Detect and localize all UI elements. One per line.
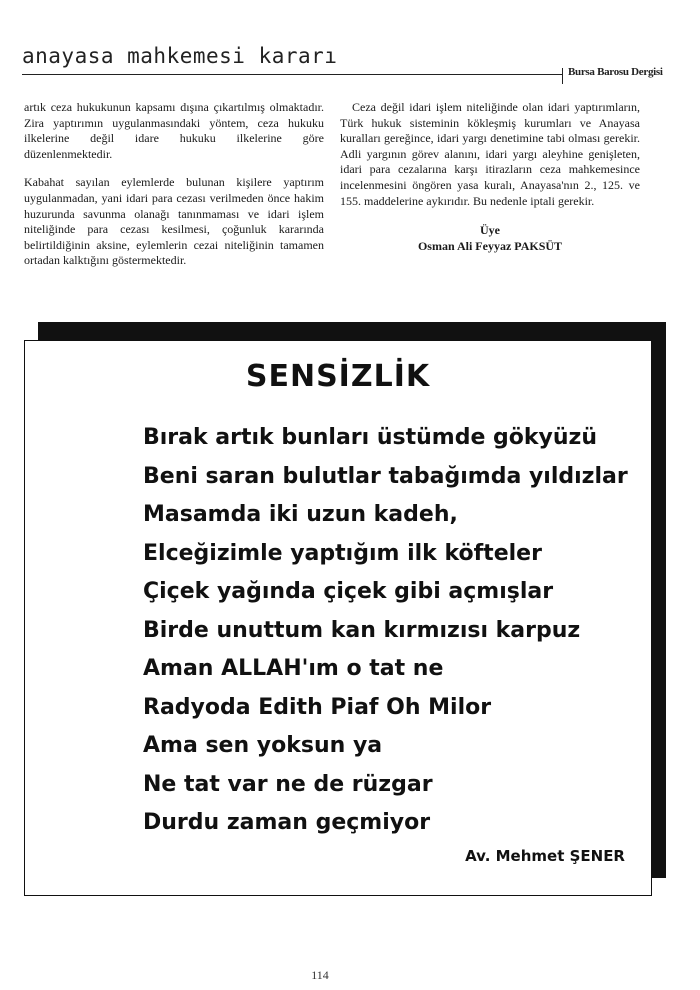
poem-line: Birde unuttum kan kırmızısı karpuz — [143, 617, 581, 643]
poem-line: Durdu zaman geçmiyor — [143, 810, 431, 835]
poem-line: Radyoda Edith Piaf Oh Milor — [143, 694, 492, 720]
left-column — [24, 100, 324, 282]
signature-block — [340, 222, 640, 254]
poem-line: Çiçek yağında çiçek gibi açmışlar — [143, 579, 554, 604]
poem-line: Elceğizimle yaptığım ilk köfteler — [143, 540, 542, 566]
journal-name: Bursa Barosu Dergisi — [568, 66, 663, 78]
section-title: anayasa mahkemesi kararı — [22, 44, 338, 68]
poem-line: Ama sen yoksun ya — [143, 733, 383, 758]
page-number: 114 — [311, 968, 329, 982]
poem-line: Ne tat var ne de rüzgar — [143, 771, 433, 797]
poem-line: Beni saran bulutlar tabağımda yıldızlar — [143, 463, 628, 489]
signature-name: Osman Ali Feyyaz PAKSÜT — [417, 239, 563, 254]
poem-line: Bırak artık bunları üstümde gökyüzü — [143, 425, 597, 450]
signature-role: Üye — [480, 223, 500, 238]
paragraph: artık ceza hukukunun kapsamı dışına çıkartılmış olmaktadır. Zira yaptırımın uygulanmasındaki yöntem, ceza hukuku ilkelerine değil idare hukuku ilkelerine göre düzenlenmektedir. — [24, 100, 324, 161]
header-rule — [22, 74, 562, 75]
poem-lines — [143, 419, 628, 843]
page-header — [22, 44, 667, 84]
poem-author: Av. Mehmet ŞENER — [465, 847, 625, 865]
header-divider — [562, 68, 563, 84]
poem-title: SENSİZLİK — [245, 359, 431, 394]
poem-line: Aman ALLAH'ım o tat ne — [143, 656, 444, 681]
poem-line: Masamda iki uzun kadeh, — [143, 502, 458, 527]
paragraph: Ceza değil idari işlem niteliğinde olan idari yaptırımların, Türk hukuk sisteminin kökleşmiş kurumları ve Anayasa kuralları gereğince, idari yargı denetimine tabi olması gerekir. Adli yargının görev alanını, idari yargı aleyhine genişleten, idari para cezalarına karşı itirazların ceza mahkemesince incelenmesini öngören yasa kuralı, Anayasa'nın 2., 125. ve 155. maddelerine aykırıdır. Bu nedenle iptali gerekir. — [340, 100, 640, 208]
paragraph: Kabahat sayılan eylemlerde bulunan kişilere yaptırım uygulanmadan, yani idari para cezası verilmeden önce hakim huzurunda savunma olanağı tanınmaması ve idari işlem niteliğinde para cezası kesilmesi, çoğunluk kararında belirtildiğinin aksine, eylemlerin cezai niteliğinin tamamen ortadan kalktığını göstermektedir. — [24, 175, 324, 268]
right-column — [340, 100, 640, 254]
poem-box — [24, 340, 652, 896]
